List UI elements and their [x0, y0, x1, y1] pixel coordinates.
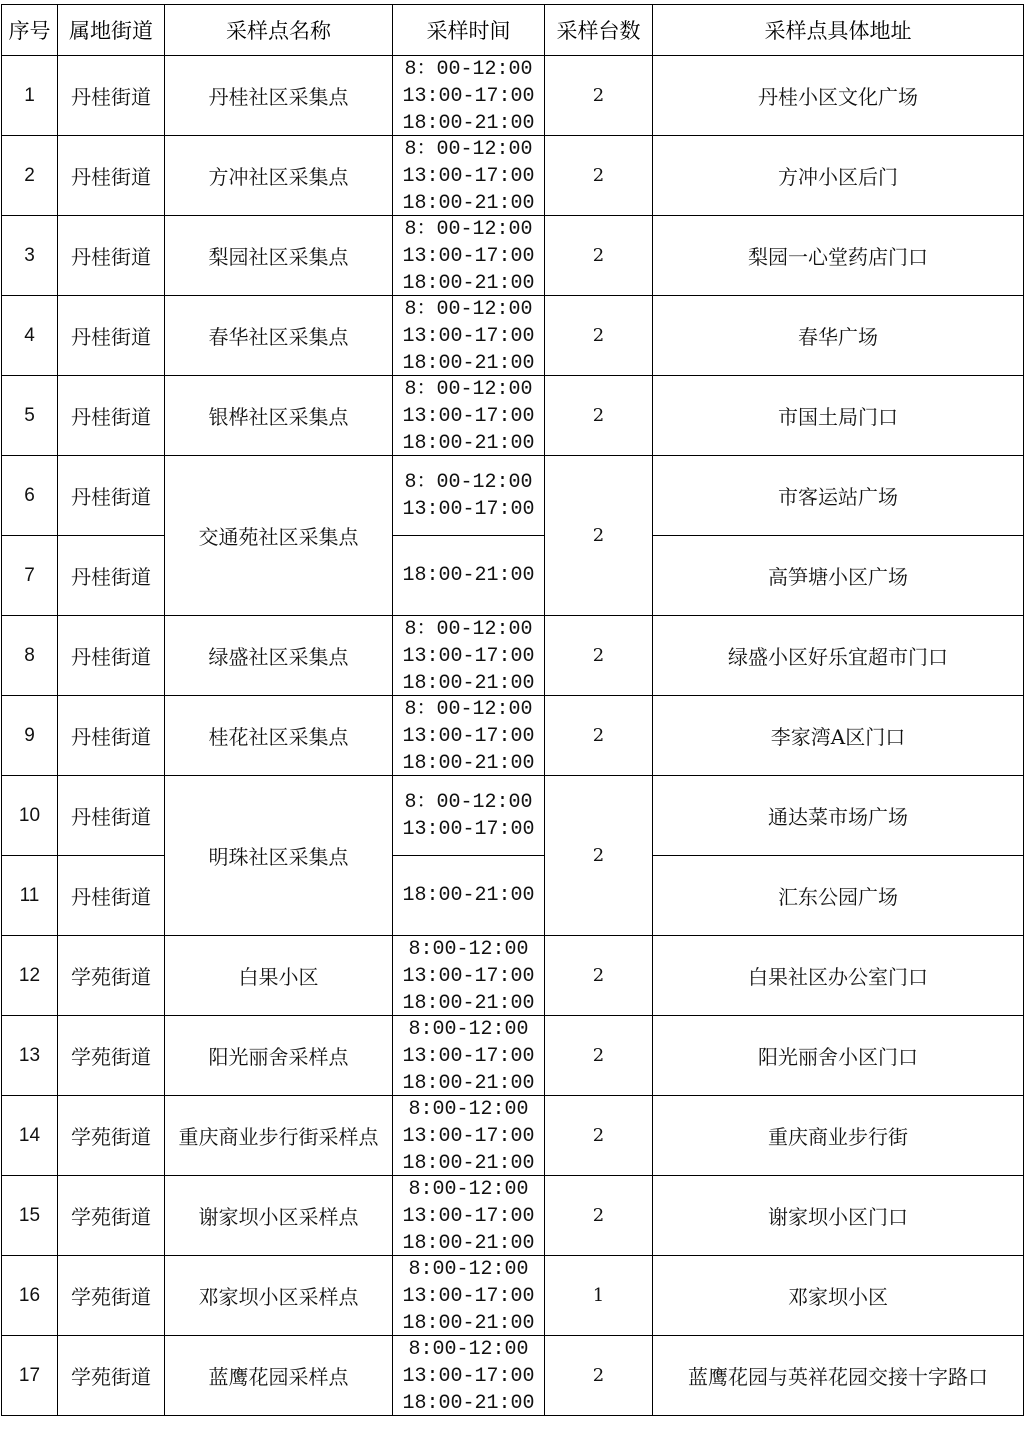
row-count: 2: [545, 456, 653, 616]
row-site-name: 白果小区: [165, 936, 393, 1016]
time-slot: 13:00-17:00: [402, 645, 535, 668]
row-street: 丹桂街道: [58, 456, 165, 536]
row-count: 1: [545, 1256, 653, 1336]
row-seq: 14: [2, 1096, 58, 1176]
time-slot: 18:00-21:00: [402, 672, 535, 695]
row-time-slots: [393, 56, 545, 136]
row-time-slots: [393, 936, 545, 1016]
header-seq: 序号: [2, 5, 58, 56]
row-time-slots: [393, 1336, 545, 1416]
row-count: 2: [545, 376, 653, 456]
time-slot: 8：00-12:00: [404, 698, 533, 721]
row-seq: 1: [2, 56, 58, 136]
row-street: 学苑街道: [58, 1016, 165, 1096]
row-street: 学苑街道: [58, 1176, 165, 1256]
row-site-name: 明珠社区采集点: [165, 776, 393, 936]
table-row: [2, 696, 1024, 776]
row-time-slots: [393, 536, 545, 616]
time-slot: 8:00-12:00: [408, 1338, 529, 1361]
table-row: [2, 536, 1024, 616]
time-slot: 8：00-12:00: [404, 378, 533, 401]
row-street: 丹桂街道: [58, 296, 165, 376]
header-count: 采样台数: [545, 5, 653, 56]
row-seq: 13: [2, 1016, 58, 1096]
row-count: 2: [545, 216, 653, 296]
row-seq: 12: [2, 936, 58, 1016]
row-count: 2: [545, 56, 653, 136]
time-slot: 13:00-17:00: [402, 1125, 535, 1148]
row-site-name: 邓家坝小区采样点: [165, 1256, 393, 1336]
row-street: 学苑街道: [58, 1256, 165, 1336]
row-count: 2: [545, 1016, 653, 1096]
row-street: 学苑街道: [58, 1096, 165, 1176]
header-site-name: 采样点名称: [165, 5, 393, 56]
row-site-name: 梨园社区采集点: [165, 216, 393, 296]
row-address: 梨园一心堂药店门口: [653, 216, 1024, 296]
time-slot: 18:00-21:00: [402, 192, 535, 215]
table-row: [2, 1336, 1024, 1416]
row-count: 2: [545, 696, 653, 776]
table-row: [2, 216, 1024, 296]
time-slot: 13:00-17:00: [402, 725, 535, 748]
time-slot: 8：00-12:00: [404, 790, 533, 814]
time-slot: 18:00-21:00: [402, 752, 535, 775]
row-count: 2: [545, 1336, 653, 1416]
row-seq: 9: [2, 696, 58, 776]
row-seq: 16: [2, 1256, 58, 1336]
time-slot: 13:00-17:00: [402, 1205, 535, 1228]
table-row: [2, 776, 1024, 856]
table-row: [2, 856, 1024, 936]
table-row: [2, 296, 1024, 376]
time-slot: 13:00-17:00: [402, 1365, 535, 1388]
row-seq: 7: [2, 536, 58, 616]
time-slot: 8:00-12:00: [408, 1098, 529, 1121]
row-address: 春华广场: [653, 296, 1024, 376]
row-address: 邓家坝小区: [653, 1256, 1024, 1336]
row-count: 2: [545, 936, 653, 1016]
row-street: 学苑街道: [58, 1336, 165, 1416]
row-time-slots: [393, 136, 545, 216]
table-row: [2, 616, 1024, 696]
header-time: 采样时间: [393, 5, 545, 56]
row-address: 高笋塘小区广场: [653, 536, 1024, 616]
row-address: 丹桂小区文化广场: [653, 56, 1024, 136]
row-seq: 3: [2, 216, 58, 296]
row-street: 丹桂街道: [58, 696, 165, 776]
time-slot: 18:00-21:00: [402, 1152, 535, 1175]
row-address: 李家湾A区门口: [653, 696, 1024, 776]
row-address: 重庆商业步行街: [653, 1096, 1024, 1176]
time-slot: 18:00-21:00: [402, 1392, 535, 1415]
row-site-name: 阳光丽舍采样点: [165, 1016, 393, 1096]
row-time-slots: [393, 1016, 545, 1096]
time-slot: 13:00-17:00: [402, 245, 535, 268]
row-address: 通达菜市场广场: [653, 776, 1024, 856]
row-street: 丹桂街道: [58, 56, 165, 136]
row-time-slots: [393, 456, 545, 536]
row-time-slots: [393, 616, 545, 696]
time-slot: 8:00-12:00: [408, 1258, 529, 1281]
row-count: 2: [545, 776, 653, 936]
time-slot: 18:00-21:00: [402, 564, 535, 587]
row-seq: 17: [2, 1336, 58, 1416]
row-seq: 15: [2, 1176, 58, 1256]
time-slot: 8：00-12:00: [404, 58, 533, 81]
time-slot: 8:00-12:00: [408, 1018, 529, 1041]
table-row: [2, 136, 1024, 216]
table-row: [2, 376, 1024, 456]
row-street: 丹桂街道: [58, 776, 165, 856]
row-street: 丹桂街道: [58, 216, 165, 296]
row-address: 汇东公园广场: [653, 856, 1024, 936]
row-address: 白果社区办公室门口: [653, 936, 1024, 1016]
row-address: 绿盛小区好乐宜超市门口: [653, 616, 1024, 696]
time-slot: 8：00-12:00: [404, 298, 533, 321]
row-site-name: 重庆商业步行街采样点: [165, 1096, 393, 1176]
row-seq: 11: [2, 856, 58, 936]
time-slot: 18:00-21:00: [402, 432, 535, 455]
time-slot: 8：00-12:00: [404, 618, 533, 641]
row-count: 2: [545, 1176, 653, 1256]
time-slot: 13:00-17:00: [402, 165, 535, 188]
row-time-slots: [393, 1176, 545, 1256]
row-street: 丹桂街道: [58, 136, 165, 216]
row-address: 谢家坝小区门口: [653, 1176, 1024, 1256]
table-row: [2, 1176, 1024, 1256]
row-time-slots: [393, 216, 545, 296]
row-street: 丹桂街道: [58, 376, 165, 456]
row-site-name: 绿盛社区采集点: [165, 616, 393, 696]
row-time-slots: [393, 1096, 545, 1176]
header-row: [2, 5, 1024, 56]
header-address: 采样点具体地址: [653, 5, 1024, 56]
time-slot: 13:00-17:00: [402, 325, 535, 348]
table-row: [2, 456, 1024, 536]
row-time-slots: [393, 1256, 545, 1336]
row-site-name: 蓝鹰花园采样点: [165, 1336, 393, 1416]
time-slot: 13:00-17:00: [402, 1285, 535, 1308]
row-address: 市客运站广场: [653, 456, 1024, 536]
row-seq: 8: [2, 616, 58, 696]
row-street: 丹桂街道: [58, 616, 165, 696]
row-time-slots: [393, 296, 545, 376]
row-time-slots: [393, 776, 545, 856]
time-slot: 13:00-17:00: [402, 817, 535, 841]
row-site-name: 桂花社区采集点: [165, 696, 393, 776]
time-slot: 8：00-12:00: [404, 470, 533, 494]
table-row: [2, 1096, 1024, 1176]
row-site-name: 交通苑社区采集点: [165, 456, 393, 616]
row-time-slots: [393, 856, 545, 936]
row-address: 方冲小区后门: [653, 136, 1024, 216]
row-seq: 2: [2, 136, 58, 216]
time-slot: 18:00-21:00: [402, 352, 535, 375]
row-address: 阳光丽舍小区门口: [653, 1016, 1024, 1096]
header-street: 属地街道: [58, 5, 165, 56]
time-slot: 18:00-21:00: [402, 112, 535, 135]
time-slot: 13:00-17:00: [402, 1045, 535, 1068]
time-slot: 18:00-21:00: [402, 1072, 535, 1095]
row-address: 市国土局门口: [653, 376, 1024, 456]
row-seq: 6: [2, 456, 58, 536]
table-row: [2, 936, 1024, 1016]
table-body: [2, 56, 1024, 1416]
row-site-name: 丹桂社区采集点: [165, 56, 393, 136]
row-count: 2: [545, 616, 653, 696]
time-slot: 18:00-21:00: [402, 1232, 535, 1255]
time-slot: 18:00-21:00: [402, 884, 535, 907]
time-slot: 8：00-12:00: [404, 138, 533, 161]
table-row: [2, 56, 1024, 136]
row-street: 丹桂街道: [58, 536, 165, 616]
row-street: 丹桂街道: [58, 856, 165, 936]
time-slot: 8:00-12:00: [408, 1178, 529, 1201]
row-count: 2: [545, 296, 653, 376]
row-seq: 5: [2, 376, 58, 456]
row-site-name: 春华社区采集点: [165, 296, 393, 376]
time-slot: 13:00-17:00: [402, 405, 535, 428]
row-site-name: 谢家坝小区采样点: [165, 1176, 393, 1256]
row-seq: 4: [2, 296, 58, 376]
row-site-name: 方冲社区采集点: [165, 136, 393, 216]
time-slot: 13:00-17:00: [402, 965, 535, 988]
time-slot: 18:00-21:00: [402, 272, 535, 295]
sampling-sites-table: [1, 4, 1024, 1416]
time-slot: 8：00-12:00: [404, 218, 533, 241]
time-slot: 18:00-21:00: [402, 1312, 535, 1335]
row-seq: 10: [2, 776, 58, 856]
row-time-slots: [393, 696, 545, 776]
row-count: 2: [545, 136, 653, 216]
time-slot: 13:00-17:00: [402, 85, 535, 108]
row-address: 蓝鹰花园与英祥花园交接十字路口: [653, 1336, 1024, 1416]
row-count: 2: [545, 1096, 653, 1176]
time-slot: 18:00-21:00: [402, 992, 535, 1015]
table-row: [2, 1016, 1024, 1096]
row-site-name: 银桦社区采集点: [165, 376, 393, 456]
time-slot: 8:00-12:00: [408, 938, 529, 961]
row-street: 学苑街道: [58, 936, 165, 1016]
time-slot: 13:00-17:00: [402, 497, 535, 521]
row-time-slots: [393, 376, 545, 456]
table-row: [2, 1256, 1024, 1336]
